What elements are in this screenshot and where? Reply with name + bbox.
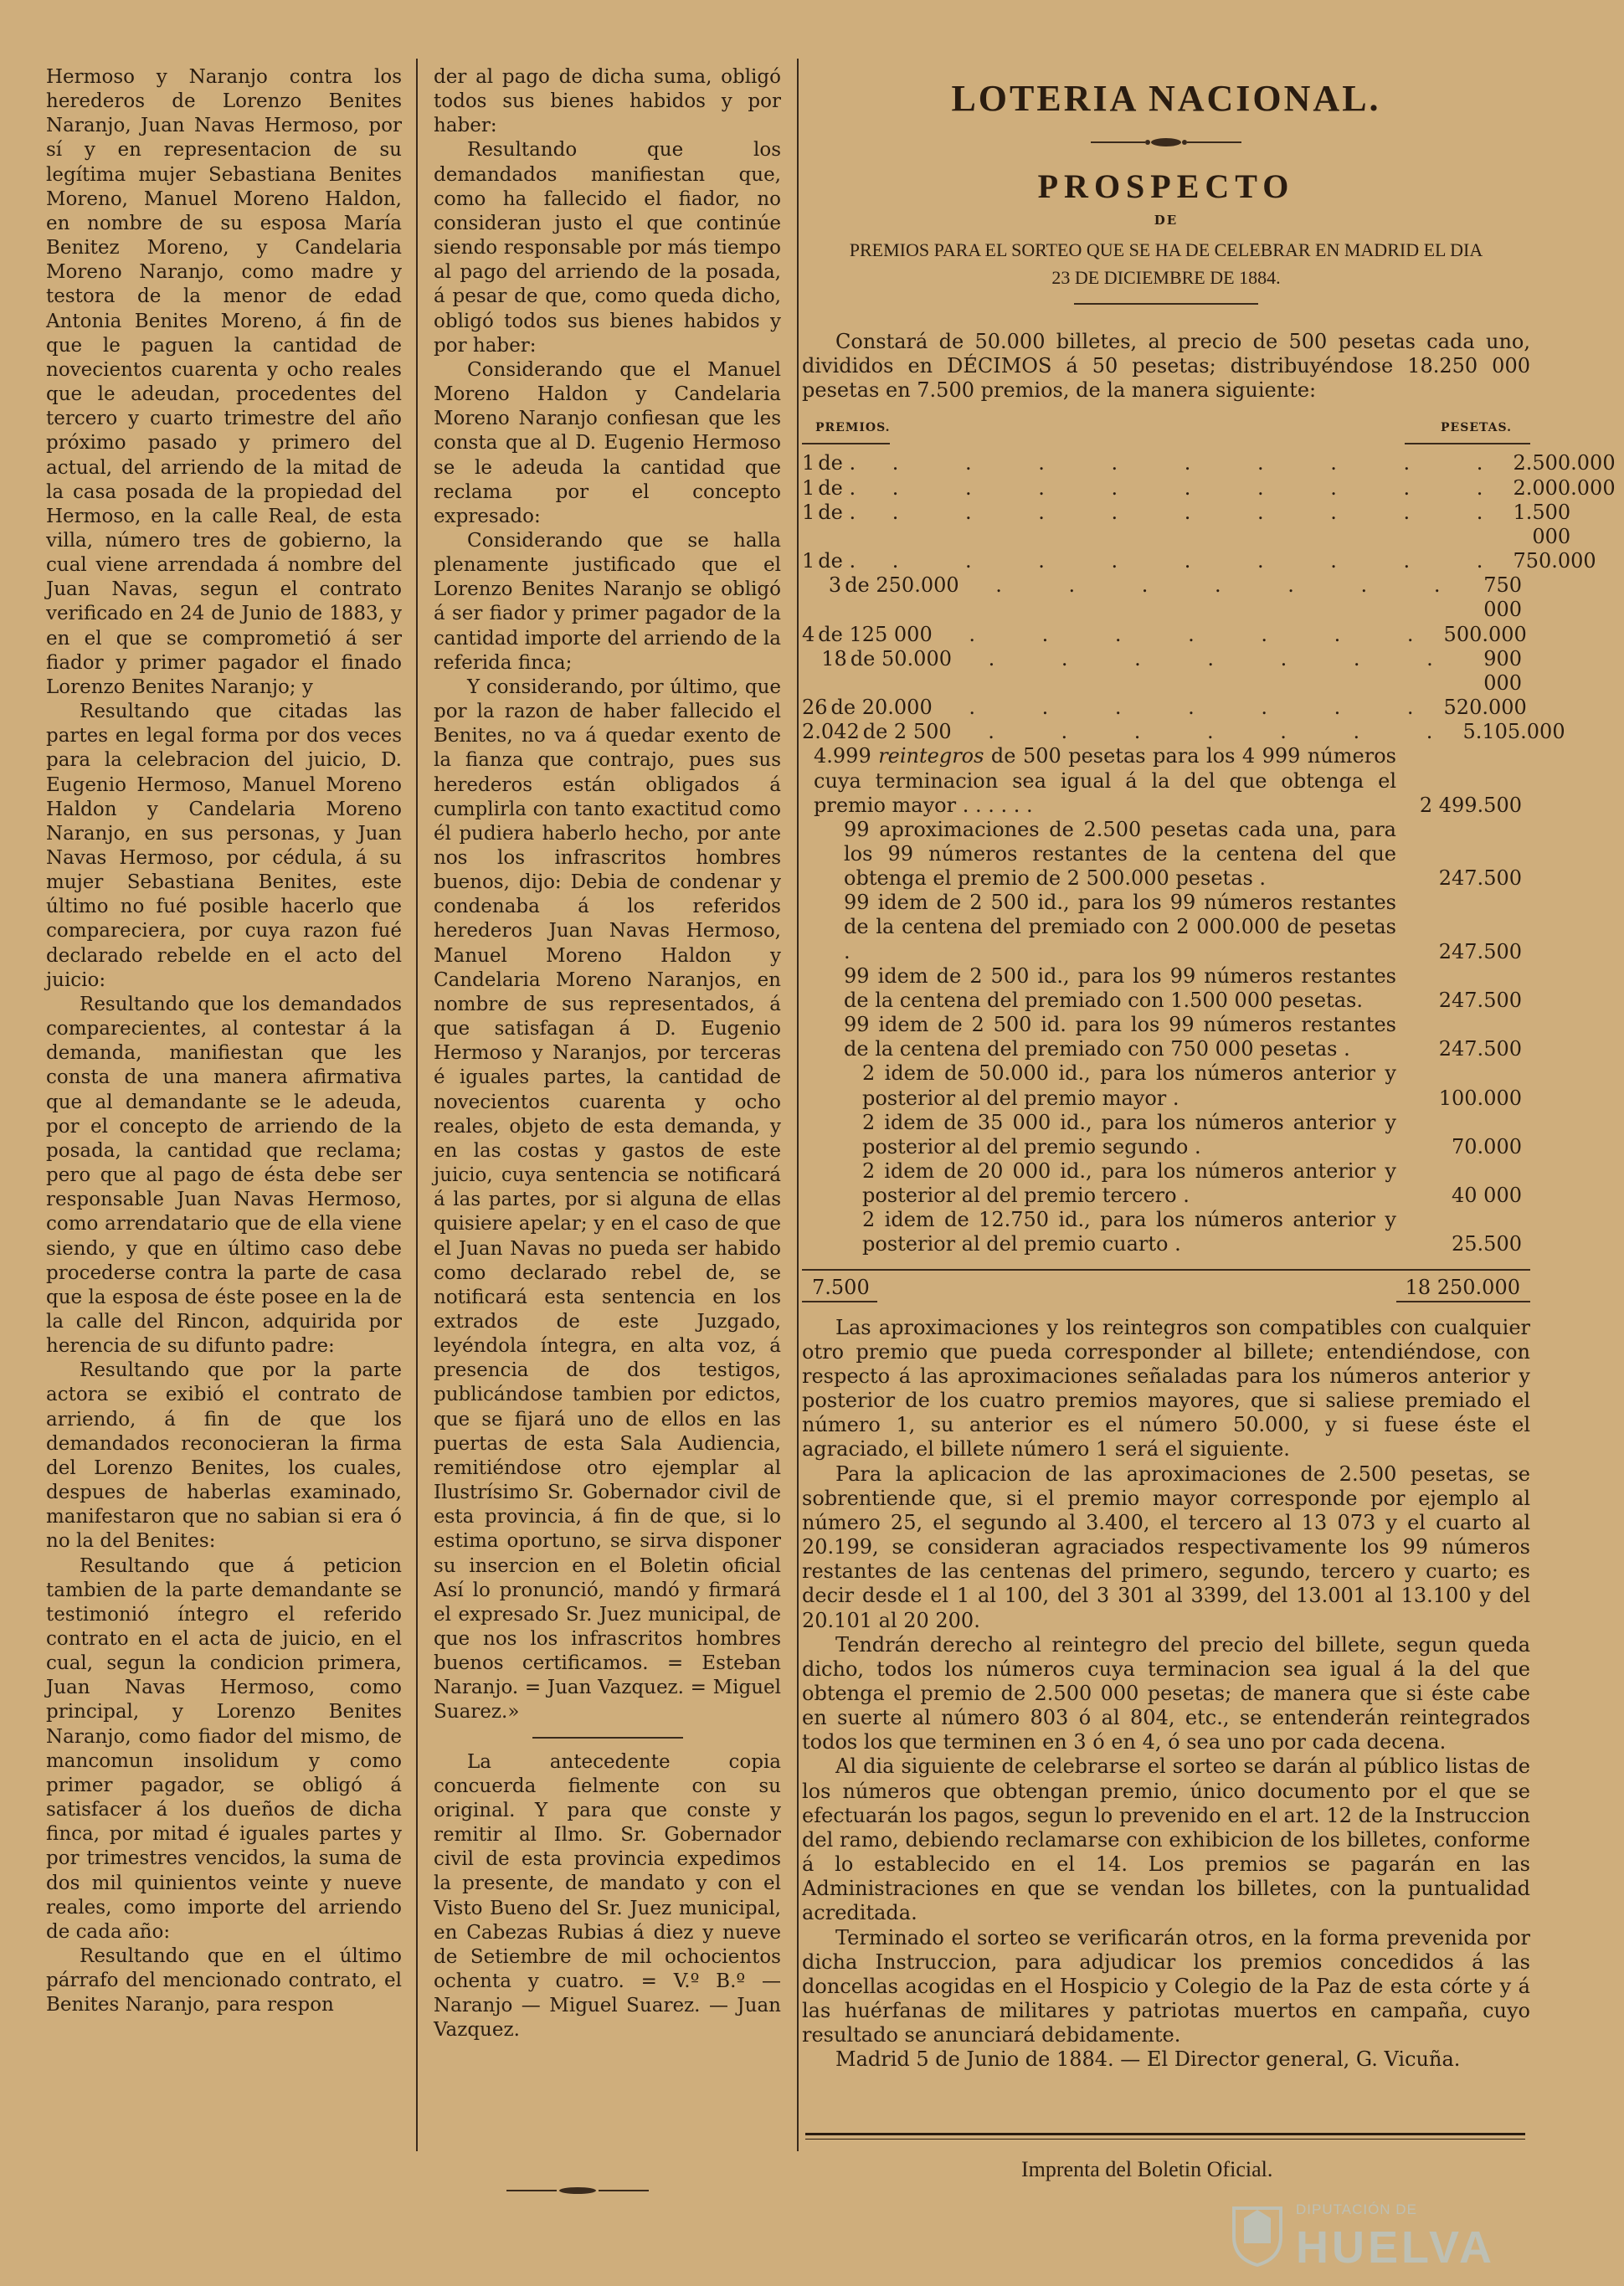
table-row: 4 de 125 000 . . . . . . . 500.000 (802, 622, 1527, 646)
prospecto-heading: PROSPECTO (1037, 167, 1295, 205)
table-row: 99 aproximaciones de 2.500 pesetas cada una, para los 99 números restantes de la centena del que obtenga el premio de 2 500.000 pesetas . 247.500 (844, 817, 1522, 891)
section-rule (532, 1737, 683, 1739)
table-row: 2 idem de 50.000 id., para los números anterior y posterior al del premio mayor . 100.000 (862, 1061, 1522, 1110)
totals-row (802, 1276, 1530, 1299)
total-underlines (802, 1301, 1530, 1302)
total-premios: 7.500 (812, 1275, 870, 1299)
paragraph: Tendrán derecho al reintegro del precio del billete, segun queda dicho, todos los números cuya terminacion sea igual á la del que obtenga el premio de 2.500 000 pesetas; de manera que si éste cabe en suerte al número 803 ó al 804, etc., se entenderán reintegrados todos los que terminen en 3 ó en 4, ó sea uno por cada decena. (802, 1632, 1530, 1754)
table-row: 99 idem de 2 500 id., para los 99 números restantes de la centena del premiado con 2 000.000 de pesetas . 247.500 (844, 891, 1522, 963)
paragraph: Resultando que citadas las partes en legal forma por dos veces para la celebracion del juicio, D. Eugenio Hermoso, Manuel Moreno Haldon y Candelaria Moreno Naranjo, en sus personas, y Juan Navas Hermoso, por cédula, á su mujer Sebastiana Benites, este último no fué posible hacerlo que compareciera, por cuya razon fué declarado rebelde en el acto del juicio: (46, 701, 402, 991)
table-row: 1 de . . . . . . . . . . 750.000 (802, 549, 1596, 573)
header-rules (802, 443, 1530, 444)
table-row: 2 idem de 35 000 id., para los números anterior y posterior al del premio segundo . 70.000 (862, 1110, 1522, 1158)
lottery-notes (802, 1316, 1530, 2073)
column-divider (416, 59, 418, 2151)
paragraph: Resultando que los demandados comparecientes, al contestar á la demanda, manifiestan que les consta de una manera afirmativa que al demandante se le adeuda, por el concepto de arriendo de la posada, la cantidad que reclama; pero que al pago de ésta debe ser responsable Juan Navas Hermoso, como arrendatario que de ella viene siendo, y que en último caso debe procederse contra la parte de casa que la esposa de éste posee en la de la calle del Rincon, adquirida por herencia de su difunto padre: (46, 993, 402, 1358)
watermark-logo (1229, 2195, 1564, 2278)
table-row: 4.999 reintegros de 500 pesetas para los 4 999 números cuya terminacion sea igual á la del que obtenga el premio mayor . . . . . . 2 499.500 (814, 744, 1522, 817)
paragraph: La antecedente copia concuerda fielmente con su original. Y para que conste y remitir al Ilmo. Sr. Gobernador civil de esta provincia expedimos la presente, de mandato y con el Visto Bueno del Sr. Juez municipal, en Cabezas Rubias á diez y nueve de Setiembre de mil ochocientos ochenta y cuatro. = V.º B.º — Naranjo — Miguel Suarez. — Juan Vazquez. (434, 1750, 781, 2042)
divider (1074, 303, 1258, 305)
table-row: 18 de 50.000 . . . . . . . 900 000 (821, 646, 1522, 695)
col-premios-label: PREMIOS. (815, 421, 891, 435)
reintegros-term: reintegros (878, 744, 984, 768)
ornament-end (506, 2185, 649, 2196)
paragraph: Terminado el sorteo se verificarán otros, en la forma prevenida por dicha Instruccion, para adjudicar los premios concedidos á las doncellas acogidas en el Hospicio y Colegio de la Paz de esta córte y á las huérfanas de militares y patriotas muertos en campaña, cuyo resultado se anunciará debidamente. (802, 1925, 1530, 2047)
intro-paragraph: Constará de 50.000 billetes, al precio de 500 pesetas cada uno, divididos en DÉCIMOS á 50 pesetas; distribuyéndose 18.250 000 pesetas en 7.500 premios, de la manera siguiente: (802, 330, 1530, 403)
bottom-rule-thin (805, 2139, 1525, 2140)
column-middle (434, 65, 781, 2043)
total-pesetas: 18 250.000 (1405, 1275, 1520, 1299)
table-row: 1 de . . . . . . . . . . 2.000.000 (802, 475, 1616, 500)
sorteo-date: 23 DE DICIEMBRE DE 1884. (1051, 267, 1281, 288)
table-row: 2 idem de 12.750 id., para los números anterior y posterior al del premio cuarto . 25.500 (862, 1208, 1522, 1256)
paragraph: Considerando que se halla plenamente justificado que el Lorenzo Benites Naranjo se obligó á ser fiador y primer pagador de la cantidad importe del arriendo de la referida finca; (434, 529, 781, 674)
total-rule (802, 1269, 1530, 1271)
paragraph: Al dia siguiente de celebrarse el sorteo se darán al público listas de los números que obtengan premio, único documento por el que se efectuarán los pagos, segun lo prevenido en el art. 12 de la Instruccion del ramo, debiendo reclamarse con exhibicion de los billetes, conforme á lo establecido en el 14. Los premios se pagarán en las Administraciones en que se vendan los billetes, con la puntualidad acreditada. (802, 1754, 1530, 1925)
sorteo-line: PREMIOS PARA EL SORTEO QUE SE HA DE CELEBRAR EN MADRID EL DIA (849, 239, 1483, 260)
paragraph: Hermoso y Naranjo contra los herederos de Lorenzo Benites Naranjo, Juan Navas Hermoso, por sí y en representacion de su legítima mujer Sebastiana Benites Moreno, Manuel Moreno Haldon, en nombre de su esposa María Benitez Moreno, y Candelaria Moreno Naranjo, como madre y testora de la menor de edad Antonia Benites Moreno, á fin de que le paguen la cantidad de novecientos cuarenta y ocho reales que le adeudan, procedentes del tercero y cuarto trimestre del año próximo pasado y primero del actual, del arriendo de la mitad de la casa posada de la propiedad del Hermoso, en la calle Real, de esta villa, número tres de gobierno, la cual viene arrendada á nombre del Juan Navas, segun el contrato verificado en 24 de Junio de 1883, y en el que se comprometió á ser fiador y primer pagador el finado Lorenzo Benites Naranjo; y (46, 66, 402, 698)
table-row: 2.042 de 2 500 . . . . . . . 5.105.000 (802, 720, 1565, 744)
lottery-prospectus (802, 77, 1616, 2072)
paragraph: Resultando que por la parte actora se exibió el contrato de arriendo, á fin de que los demandados reconocieran la firma del Lorenzo Benites, los cuales, despues de haberlas examinado, manifestaron que no sabian si era ó no la del Benites: (46, 1359, 402, 1553)
watermark-text: DIPUTACIÓN DE (1296, 2201, 1417, 2217)
paragraph: Considerando que el Manuel Moreno Haldon y Candelaria Moreno Naranjo confiesan que les consta que al D. Eugenio Hermoso se le adeuda la cantidad que reclama por el concepto expresado: (434, 358, 781, 527)
column-left (46, 65, 402, 2018)
table-row: 1 de . . . . . . . . . . 1.500 000 (802, 500, 1571, 548)
paragraph: Resultando que en el último párrafo del mencionado contrato, el Benites Naranjo, para respon (46, 1945, 402, 2016)
signature-line: Madrid 5 de Junio de 1884. — El Director general, G. Vicuña. (835, 2047, 1461, 2072)
ornament-divider (1091, 136, 1241, 149)
imprenta-line: Imprenta del Boletin Oficial. (1021, 2157, 1273, 2181)
paragraph: Resultando que los demandados manifiestan que, como ha fallecido el fiador, no consideran justo el que continúe siendo responsable por más tiempo al pago del arriendo de la posada, á pesar de que, como queda dicho, obligó todos sus bienes habidos y por haber: (434, 139, 781, 357)
table-row: 99 idem de 2 500 id., para los 99 números restantes de la centena del premiado con 1.500 000 pesetas. 247.500 (844, 963, 1522, 1012)
paragraph: der al pago de dicha suma, obligó todos sus bienes habidos y por haber: (434, 66, 781, 137)
coat-of-arms-icon (1231, 2203, 1284, 2267)
paragraph: Para la aplicacion de las aproximaciones de 2.500 pesetas, se sobrentiende que, si el premio mayor corresponde por ejemplo al número 25, el segundo al 3.400, el tercero al 13 073 y el cuarto al 20.199, se consideran agraciados respectivamente los 99 números restantes de las centenas del primero, segundo, tercero y cuarto; es decir desde el 1 al 100, del 3 301 al 3399, del 13.001 al 13.100 y del 20.101 al 20 200. (802, 1461, 1530, 1632)
col-pesetas-label: PESETAS. (1441, 421, 1512, 435)
paragraph: Y considerando, por último, que por la razon de haber fallecido el Benites, no va á quedar exento de la fianza que contrajo, pues sus herederos están obligados á cumplirla con tanto exactitud como él pudiera haberlo hecho, por ante nos los infrascritos hombres buenos, dijo: Debia de condenar y condenaba á los referidos herederos Juan Navas Hermoso, Manuel Moreno Haldon y Candelaria Moreno Naranjos, en nombre de sus representados, á que satisfagan á D. Eugenio Hermoso y Naranjos, por terceras é iguales partes, la cantidad de novecientos cuarenta y ocho reales, objeto de esta demanda, y en las costas y gastos de este juicio, cuya sentencia se notificará á las partes, por si alguna de ellas quisiere apelar; y en el caso de que el Juan Navas no pueda ser habido como declarado rebel de, se notificará esta sentencia en los extrados de este Juzgado, leyéndola íntegra, en alta voz, á presencia de dos testigos, publicándose tambien por edictos, que se fijará uno de ellos en las puertas de esta Sala Audiencia, remitiéndose otro ejemplar al Ilustrísimo Sr. Gobernador civil de esta provincia, á fin de que, si lo estima oportuno, se sirva disponer su insercion en el Boletin oficial Así lo pronunció, mandó y firmará el expresado Sr. Juez municipal, de que nos los infrascritos hombres buenos certificamos. = Esteban Naranjo. = Juan Vazquez. = Miguel Suarez.» (434, 676, 781, 1723)
de-label: DE (1154, 213, 1179, 228)
column-divider (797, 59, 799, 2151)
table-row: 2 idem de 20 000 id., para los números anterior y posterior al del premio tercero . 40 000 (862, 1159, 1522, 1208)
bottom-rule (805, 2133, 1525, 2135)
prize-table-header (802, 421, 1530, 434)
table-row: 3 de 250.000 . . . . . . . 750 000 (828, 573, 1522, 622)
prize-table (802, 451, 1616, 1256)
table-row: 26 de 20.000 . . . . . . . 520.000 (802, 696, 1527, 720)
table-row: 1 de . . . . . . . . . . 2.500.000 (802, 451, 1616, 475)
lottery-title: LOTERIA NACIONAL. (951, 78, 1381, 119)
paragraph: Resultando que á peticion tambien de la parte demandante se testimonió íntegro el referido contrato en el acta de juicio, en el cual, segun la condicion primera, Juan Navas Hermoso, como principal, y Lorenzo Benites Naranjo, como fiador del mismo, de mancomun insolidum y como primer pagador, se obligó á satisfacer á los dueños de dicha finca, por mitad é iguales partes y por trimestres vencidos, la suma de dos mil quinientos veinte y nueve reales, como importe del arriendo de cada año: (46, 1554, 402, 1943)
table-row: 99 idem de 2 500 id. para los 99 números restantes de la centena del premiado con 750 000 pesetas . 247.500 (844, 1013, 1522, 1061)
paragraph: Las aproximaciones y los reintegros son compatibles con cualquier otro premio que pueda corresponder al billete; entendiéndose, con respecto á las aproximaciones señaladas para los números anterior y posterior de los cuatro premios mayores, que si saliese premiado el número 1, su anterior es el número 50.000, y si fuese éste el agraciado, el billete número 1 será el siguiente. (802, 1315, 1530, 1461)
watermark-title: HUELVA (1296, 2222, 1495, 2273)
